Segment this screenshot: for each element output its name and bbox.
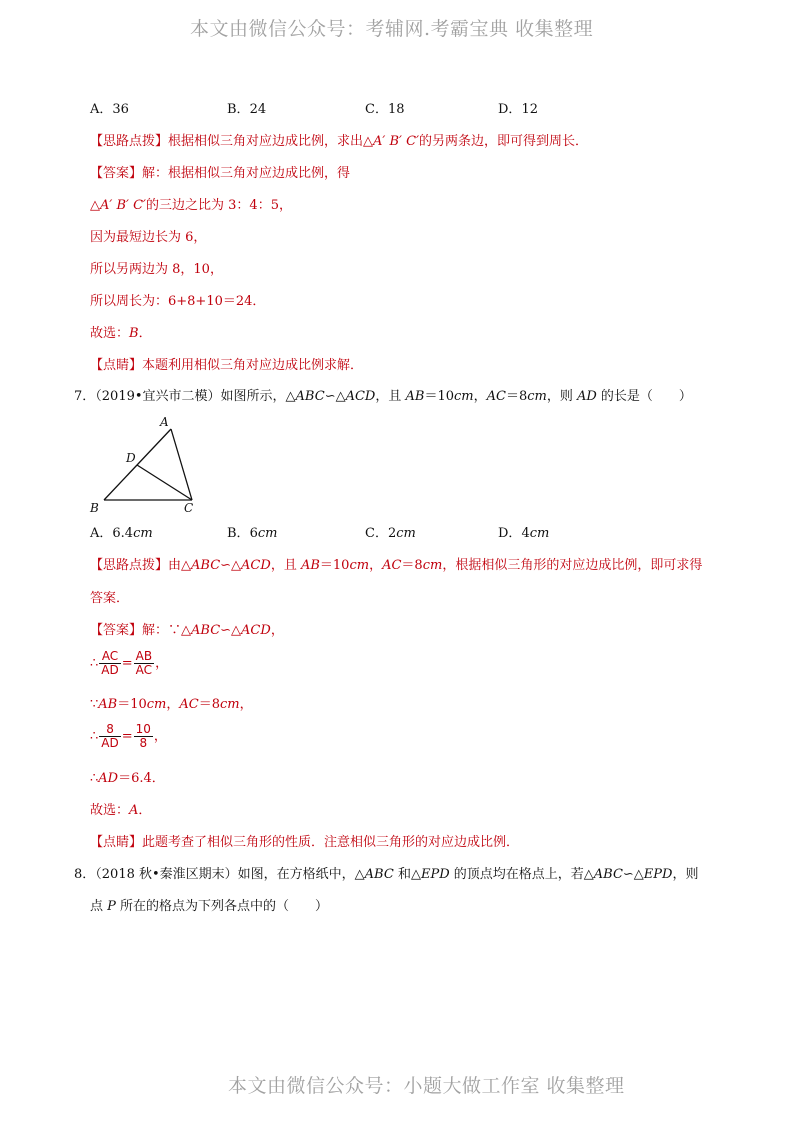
q7-option-a: A．6.4cm [90,526,153,541]
q7-option-d: D．4cm [498,526,550,541]
q7-answer: 【答案】解：∵△ABC∽△ACD， [90,623,284,638]
q8-stem-line-2: 点 P 所在的格点为下列各点中的（ ） [90,899,329,914]
q6-comment: 【点睛】本题利用相似三角对应边成比例求解． [90,358,364,373]
q6-answer-line-4: 所以周长为：6+8+10＝24． [90,294,266,309]
label-a: A [160,415,169,429]
q7-given: ∵AB＝10cm，AC＝8cm， [90,697,253,712]
q6-choice: 故选：B． [90,326,152,341]
label-d: D [126,451,136,465]
q7-hint-line-2: 答案． [90,591,130,606]
footer-watermark: 本文由微信公众号：小题大做工作室 收集整理 [228,1075,625,1097]
segment-ab [104,429,171,500]
q7-hint: 【思路点拨】由△ABC∽△ACD，且 AB＝10cm，AC＝8cm，根据相似三角形的对应边成比例，即可求得 [90,558,703,573]
q7-triangle-figure [86,412,216,516]
q7-stem: 7．（2019•宜兴市二模）如图所示，△ABC∽△ACD，且 AB＝10cm，AC＝8cm，则 AD 的长是（ ） [74,389,692,404]
q6-answer-line-2: 因为最短边长为 6， [90,230,207,245]
q6-option-a: A．36 [90,102,129,117]
q7-option-c: C．2cm [365,526,416,541]
q7-result: ∴AD＝6.4． [90,771,165,786]
q7-choice: 故选：A． [90,803,152,818]
q6-hint: 【思路点拨】根据相似三角对应边成比例，求出△A′ B′ C′的另两条边，即可得到周长． [90,134,589,149]
q7-proportion-1: ∴ $\frac{AC}{AD}$ = $\frac{AB}{AC}$ ， [90,649,169,677]
label-b: B [90,501,99,515]
fraction-ab-ac: $\frac{AB}{AC}$ [135,649,153,677]
q6-answer: 【答案】解：根据相似三角对应边成比例，得 [90,166,351,181]
q7-proportion-2: ∴ $\frac{8}{AD}$ = $\frac{10}{8}$ ， [90,722,167,750]
q7-comment: 【点睛】此题考查了相似三角形的性质．注意相似三角形的对应边成比例． [90,835,520,850]
q8-stem: 8．（2018 秋•秦淮区期末）如图，在方格纸中，△ABC 和△EPD 的顶点均在格点上，若△ABC∽△EPD，则 [74,867,699,882]
header-watermark: 本文由微信公众号：考辅网.考霸宝典 收集整理 [190,18,594,40]
q6-answer-line-1: △A′ B′ C′的三边之比为 3：4：5， [90,198,292,213]
fraction-ac-ad: $\frac{AC}{AD}$ [101,649,119,677]
q6-answer-line-3: 所以另两边为 8，10， [90,262,223,277]
fraction-8-ad: $\frac{8}{AD}$ [101,722,119,750]
q7-option-b: B．6cm [227,526,278,541]
q6-option-c: C．18 [365,102,405,117]
q6-option-d: D．12 [498,102,538,117]
q6-option-b: B．24 [227,102,267,117]
label-c: C [184,501,194,515]
fraction-10-8: $\frac{10}{8}$ [135,722,151,750]
